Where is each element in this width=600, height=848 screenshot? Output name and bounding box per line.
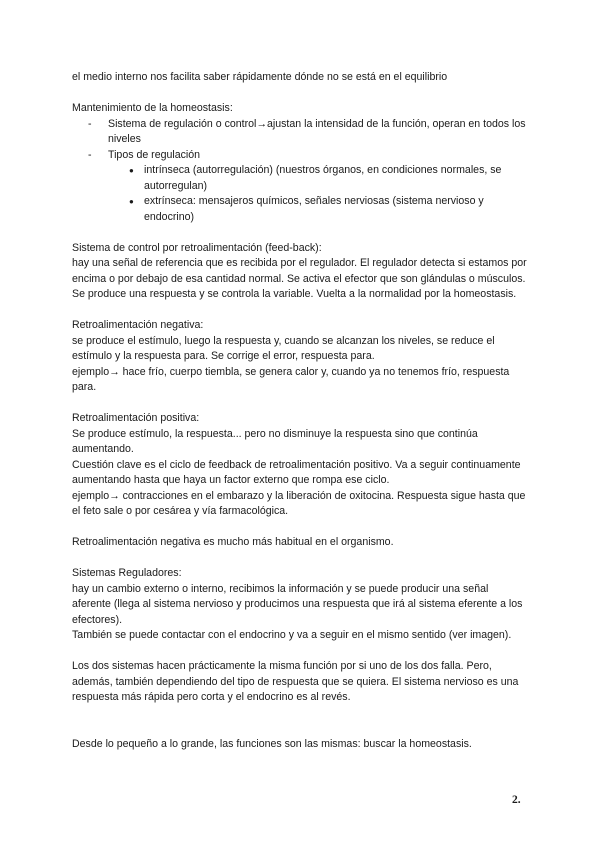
regulating-systems-text: hay un cambio externo o interno, recibimos la información y se puede producir una señal aferente (llega al sistema nervioso y producimos una respuesta que irá al sistema eferente a los efectores). [72, 582, 523, 626]
regulation-types-sublist [108, 163, 528, 225]
negative-feedback-heading: Retroalimentación negativa: [72, 319, 204, 331]
positive-feedback-text: Se produce estímulo, la respuesta... pero no disminuye la respuesta sino que continúa aumentando. [72, 427, 478, 455]
feedback-control-text: hay una señal de referencia que es recibida por el regulador. El regulador detecta si estamos por encima o por debajo de esa cantidad normal. Se activa el efector que son glándulas o músculos. Se produce una respuesta y se controla la variable. Vuelta a la normalidad por la homeostasis. [72, 257, 527, 300]
document-body [72, 70, 528, 752]
list-item-regulation-system: - Sistema de regulación o control→ajustan la intensidad de la función, operan en todos los niveles [72, 117, 528, 148]
both-systems-paragraph: Los dos sistemas hacen prácticamente la misma función por si uno de los dos falla. Pero, además, también dependiendo del tipo de respuesta que se quiera. El sistema nervioso es una respuesta más rápida pero corta y el endocrino es al revés. [72, 660, 519, 703]
negative-feedback-example: ejemplo→ hace frío, cuerpo tiembla, se genera calor y, cuando ya no tenemos frío, respuesta para. [72, 365, 510, 393]
page-number: 2. [512, 794, 521, 806]
homeostasis-heading: Mantenimiento de la homeostasis: [72, 102, 233, 114]
positive-feedback-example: ejemplo→ contracciones en el embarazo y la liberación de oxitocina. Respuesta sigue hasta que el feto sale o por cesárea y vía farmacológica. [72, 489, 526, 517]
sublist-item-intrinsic: ● intrínseca (autorregulación) (nuestros órganos, en condiciones normales, se autorregulan) [126, 163, 528, 194]
negative-feedback-habitual: Retroalimentación negativa es mucho más habitual en el organismo. [72, 536, 394, 548]
regulating-systems-endocrine: También se puede contactar con el endocrino y va a seguir en el mismo sentido (ver imagen). [72, 629, 512, 641]
homeostasis-list [72, 117, 528, 226]
regulating-systems-heading: Sistemas Reguladores: [72, 567, 182, 579]
conclusion-paragraph: Desde lo pequeño a lo grande, las funciones son las mismas: buscar la homeostasis. [72, 737, 472, 750]
positive-feedback-key: Cuestión clave es el ciclo de feedback de retroalimentación positivo. Va a seguir continuamente aumentando hasta que haya un factor externo que rompa ese ciclo. [72, 458, 521, 486]
feedback-control-heading: Sistema de control por retroalimentación (feed-back): [72, 241, 322, 254]
list-item-regulation-types [72, 148, 528, 226]
negative-feedback-text: se produce el estímulo, luego la respuesta y, cuando se alcanzan los niveles, se reduce el estímulo y la respuesta para. Se corrige el error, respuesta para. [72, 334, 495, 362]
positive-feedback-heading: Retroalimentación positiva: [72, 412, 200, 424]
intro-paragraph: el medio interno nos facilita saber rápidamente dónde no se está en el equilibrio [72, 71, 448, 83]
list-item-label: Tipos de regulación [108, 148, 201, 161]
sublist-item-extrinsic: ● extrínseca: mensajeros químicos, señales nerviosas (sistema nervioso y endocrino) [126, 194, 528, 225]
